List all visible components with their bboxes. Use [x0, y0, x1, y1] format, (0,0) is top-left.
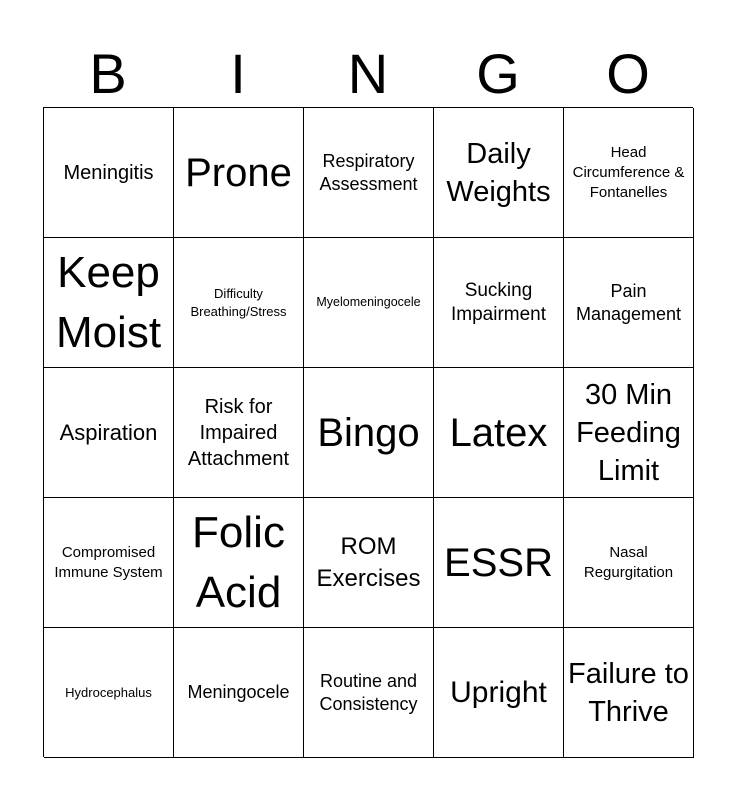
bingo-cell — [434, 238, 564, 368]
bingo-cell — [564, 108, 694, 238]
cell-text: Nasal Regurgitation — [583, 543, 674, 581]
bingo-cell — [434, 108, 564, 238]
cell-text: Sucking Impairment — [450, 279, 547, 325]
cell-text: Upright — [450, 675, 547, 709]
bingo-cell — [564, 498, 694, 628]
bingo-cell — [564, 368, 694, 498]
cell-text: Meningitis — [63, 161, 154, 184]
cell-text: Daily Weights — [446, 137, 551, 208]
bingo-cell — [304, 498, 434, 628]
bingo-cell — [304, 108, 434, 238]
bingo-cell — [304, 238, 434, 368]
bingo-cell — [44, 628, 174, 758]
cell-text: Risk for Impaired Attachment — [187, 395, 290, 470]
bingo-cell — [174, 238, 304, 368]
cell-text: Pain Management — [575, 280, 682, 324]
header-letter-n: N — [347, 42, 389, 105]
bingo-cell — [174, 628, 304, 758]
cell-text: Keep Moist — [55, 247, 162, 357]
cell-text: Myelomeningocele — [316, 295, 421, 309]
header-letter-g: G — [476, 42, 520, 105]
cell-text: Folic Acid — [192, 507, 285, 617]
bingo-cell — [44, 498, 174, 628]
cell-text: Failure to Thrive — [568, 657, 689, 728]
bingo-cell — [174, 108, 304, 238]
bingo-cell — [564, 628, 694, 758]
cell-text: Difficulty Breathing/Stress — [190, 285, 287, 319]
cell-text: Hydrocephalus — [65, 684, 152, 700]
cell-text: ESSR — [444, 540, 553, 585]
bingo-cell — [44, 368, 174, 498]
bingo-card — [43, 107, 693, 757]
bingo-cell — [44, 238, 174, 368]
cell-text: 30 Min Feeding Limit — [576, 378, 681, 487]
cell-text: Respiratory Assessment — [319, 150, 418, 194]
header-letter-o: O — [606, 42, 650, 105]
cell-text: Head Circumference & Fontanelles — [572, 143, 685, 201]
bingo-cell — [174, 368, 304, 498]
header-letter-i: I — [230, 42, 246, 105]
header-letter-b: B — [89, 42, 127, 105]
bingo-cell — [434, 628, 564, 758]
bingo-header — [43, 42, 693, 106]
cell-text: Meningocele — [187, 682, 290, 702]
cell-text: ROM Exercises — [316, 532, 421, 592]
cell-text: Routine and Consistency — [319, 670, 418, 714]
bingo-cell — [304, 628, 434, 758]
cell-text: Compromised Immune System — [54, 543, 163, 581]
cell-text: Latex — [449, 410, 548, 455]
bingo-cell — [174, 498, 304, 628]
cell-text: Aspiration — [59, 420, 158, 445]
bingo-cell — [44, 108, 174, 238]
cell-text: Prone — [185, 150, 292, 195]
bingo-cell — [434, 498, 564, 628]
bingo-cell — [304, 368, 434, 498]
bingo-cell — [564, 238, 694, 368]
bingo-cell — [434, 368, 564, 498]
cell-text: Bingo — [317, 410, 420, 455]
